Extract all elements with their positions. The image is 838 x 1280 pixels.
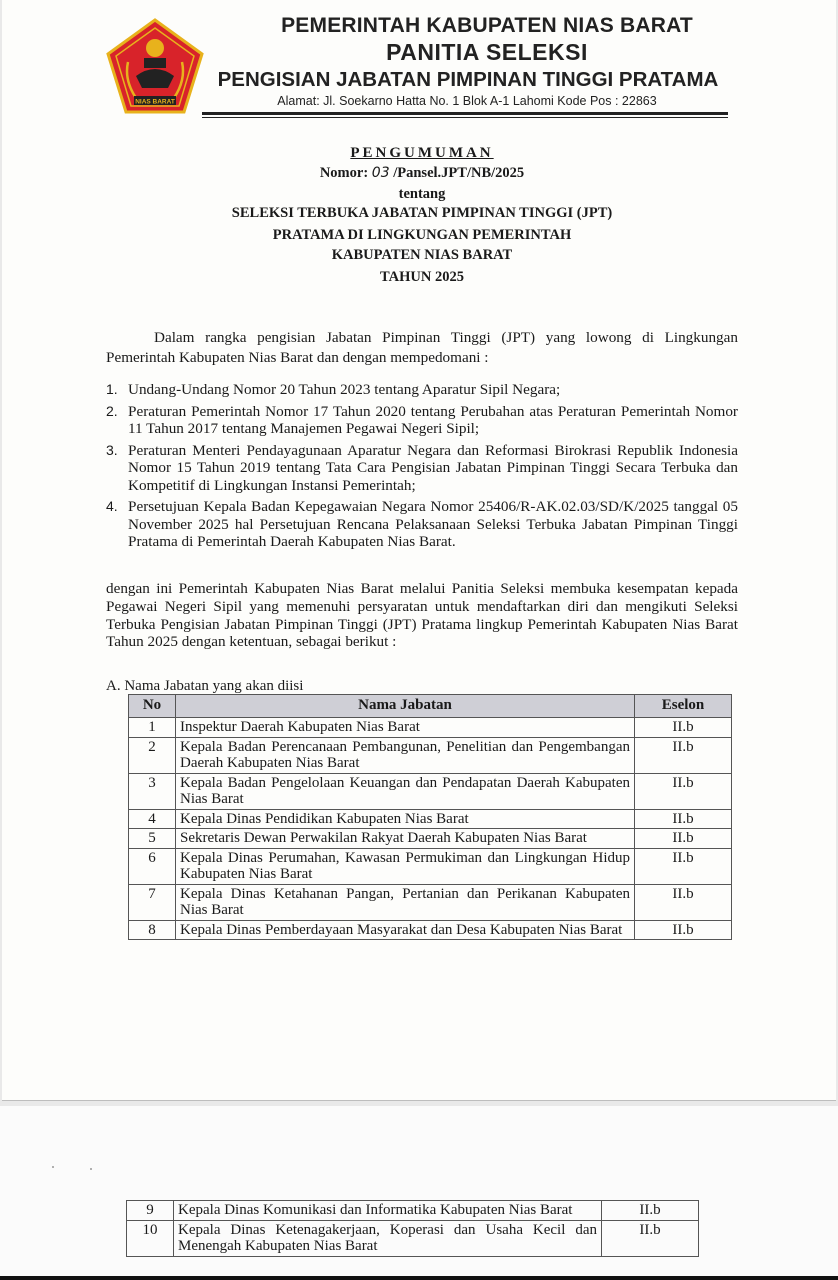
list-number: 2. — [106, 402, 118, 419]
row-name: Kepala Badan Perencanaan Pembangunan, Penelitian dan Pengembangan Daerah Kabupaten Nias Barat — [176, 737, 635, 773]
positions-table — [128, 694, 732, 940]
row-no: 5 — [129, 829, 176, 849]
table-row — [129, 848, 732, 884]
header-purpose: PENGISIAN JABATAN PIMPINAN TINGGI PRATAMA — [217, 68, 719, 91]
nomor-suffix: /Pansel.JPT/NB/2025 — [393, 165, 525, 181]
row-eselon: II.b — [602, 1220, 699, 1256]
list-item — [106, 381, 738, 399]
row-no: 1 — [129, 718, 176, 738]
row-no: 2 — [129, 737, 176, 773]
positions-table-continued — [126, 1200, 699, 1257]
row-no: 10 — [127, 1220, 174, 1256]
row-eselon: II.b — [635, 848, 732, 884]
title-line-1: SELEKSI TERBUKA JABATAN PIMPINAN TINGGI (JPT) — [231, 205, 613, 221]
row-eselon: II.b — [635, 884, 732, 920]
list-item — [106, 442, 738, 495]
section-a-heading: A. Nama Jabatan yang akan diisi — [106, 678, 304, 694]
list-number: 4. — [106, 498, 118, 514]
list-number: 1. — [106, 381, 118, 397]
list-item — [106, 403, 738, 438]
row-eselon: II.b — [635, 829, 732, 849]
announcement-paragraph: dengan ini Pemerintah Kabupaten Nias Barat melalui Panitia Seleksi membuka kesempatan kepada Pegawai Negeri Sipil yang memenuhi persyaratan untuk mendaftarkan diri dan mengikuti Seleksi Terbuka Pengisian Jabatan Pimpinan Tinggi (JPT) Pratama lingkup Pemerintah Kabupaten Nias Barat Tahun 2025 dengan ketentuan, sebagai berikut : — [106, 580, 738, 651]
table-row — [129, 920, 732, 940]
list-text: Persetujuan Kepala Badan Kepegawaian Negara Nomor 25406/R-AK.02.03/SD/K/2025 tanggal 05 November 2025 hal Persetujuan Rencana Pelaksanaan Seleksi Terbuka Jabatan Pimpinan Tinggi Pratama di Pemerintah Daerah Kabupaten Nias Barat. — [128, 498, 738, 550]
scan-speck — [90, 1168, 92, 1170]
row-eselon: II.b — [635, 809, 732, 829]
nomor-handwritten: 03 — [371, 165, 390, 181]
row-no: 6 — [129, 848, 176, 884]
table-row — [129, 737, 732, 773]
row-eselon: II.b — [635, 718, 732, 738]
screen-bottom-bar — [0, 1276, 838, 1280]
row-no: 4 — [129, 809, 176, 829]
reference-list — [106, 381, 738, 555]
title-line-3: KABUPATEN NIAS BARAT — [331, 247, 513, 263]
announcement-heading: PENGUMUMAN — [350, 145, 494, 161]
table-row — [129, 718, 732, 738]
about-label: tentang — [398, 186, 446, 202]
table-row — [129, 809, 732, 829]
row-eselon: II.b — [635, 773, 732, 809]
row-name: Kepala Dinas Pendidikan Kabupaten Nias Barat — [176, 809, 635, 829]
intro-paragraph: Dalam rangka pengisian Jabatan Pimpinan Tinggi (JPT) yang lowong di Lingkungan Pemerintah Kabupaten Nias Barat dan dengan mempedomani : — [106, 329, 738, 366]
row-name: Kepala Dinas Pemberdayaan Masyarakat dan Desa Kabupaten Nias Barat — [176, 920, 635, 940]
header-rule-thick — [202, 112, 728, 115]
row-eselon: II.b — [635, 737, 732, 773]
row-name: Kepala Dinas Ketahanan Pangan, Pertanian dan Perikanan Kabupaten Nias Barat — [176, 884, 635, 920]
row-no: 3 — [129, 773, 176, 809]
row-name: Inspektur Daerah Kabupaten Nias Barat — [176, 718, 635, 738]
row-name: Kepala Dinas Ketenagakerjaan, Koperasi dan Usaha Kecil dan Menengah Kabupaten Nias Barat — [174, 1220, 602, 1256]
table-row — [129, 884, 732, 920]
scan-speck — [52, 1166, 54, 1168]
table-row — [127, 1220, 699, 1256]
row-name: Kepala Dinas Komunikasi dan Informatika Kabupaten Nias Barat — [174, 1201, 602, 1221]
row-eselon: II.b — [635, 920, 732, 940]
row-name: Kepala Dinas Perumahan, Kawasan Permukiman dan Lingkungan Hidup Kabupaten Nias Barat — [176, 848, 635, 884]
row-no: 7 — [129, 884, 176, 920]
nomor-prefix: Nomor: — [319, 165, 369, 181]
list-number: 3. — [106, 441, 118, 458]
announcement-number — [122, 165, 722, 182]
table-row — [129, 829, 732, 849]
row-no: 8 — [129, 920, 176, 940]
table-row — [127, 1201, 699, 1221]
title-line-2: PRATAMA DI LINGKUNGAN PEMERINTAH — [272, 227, 572, 243]
table-header-row — [129, 695, 732, 718]
header-rule-thin — [202, 117, 728, 118]
col-name-header: Nama Jabatan — [176, 695, 635, 718]
title-line-4: TAHUN 2025 — [380, 269, 464, 285]
header-address: Alamat: Jl. Soekarno Hatta No. 1 Blok A-1 Lahomi Kode Pos : 22863 — [277, 94, 657, 108]
table-row — [129, 773, 732, 809]
col-eselon-header: Eselon — [635, 695, 732, 718]
nias-barat-emblem-icon — [106, 18, 204, 114]
header-committee: PANITIA SELEKSI — [386, 39, 588, 65]
row-no: 9 — [127, 1201, 174, 1221]
row-name: Sekretaris Dewan Perwakilan Rakyat Daerah Kabupaten Nias Barat — [176, 829, 635, 849]
row-name: Kepala Badan Pengelolaan Keuangan dan Pendapatan Daerah Kabupaten Nias Barat — [176, 773, 635, 809]
document-page-1 — [2, 0, 836, 1101]
header-government-name: PEMERINTAH KABUPATEN NIAS BARAT — [281, 14, 693, 37]
col-no-header: No — [129, 695, 176, 718]
list-text: Peraturan Pemerintah Nomor 17 Tahun 2020 tentang Perubahan atas Peraturan Pemerintah Nomor 11 Tahun 2017 tentang Manajemen Pegawai Negeri Sipil; — [128, 402, 738, 437]
emblem-label: NIAS BARAT — [135, 98, 175, 106]
list-text: Peraturan Menteri Pendayagunaan Aparatur Negara dan Reformasi Birokrasi Republik Indonesia Nomor 15 Tahun 2019 tentang Tata Cara Pengisian Jabatan Pimpinan Tinggi Secara Terbuka dan Kompetitif di Lingkungan Instansi Pemerintah; — [128, 441, 738, 494]
list-text: Undang-Undang Nomor 20 Tahun 2023 tentang Aparatur Sipil Negara; — [128, 381, 561, 398]
list-item — [106, 498, 738, 551]
row-eselon: II.b — [602, 1201, 699, 1221]
